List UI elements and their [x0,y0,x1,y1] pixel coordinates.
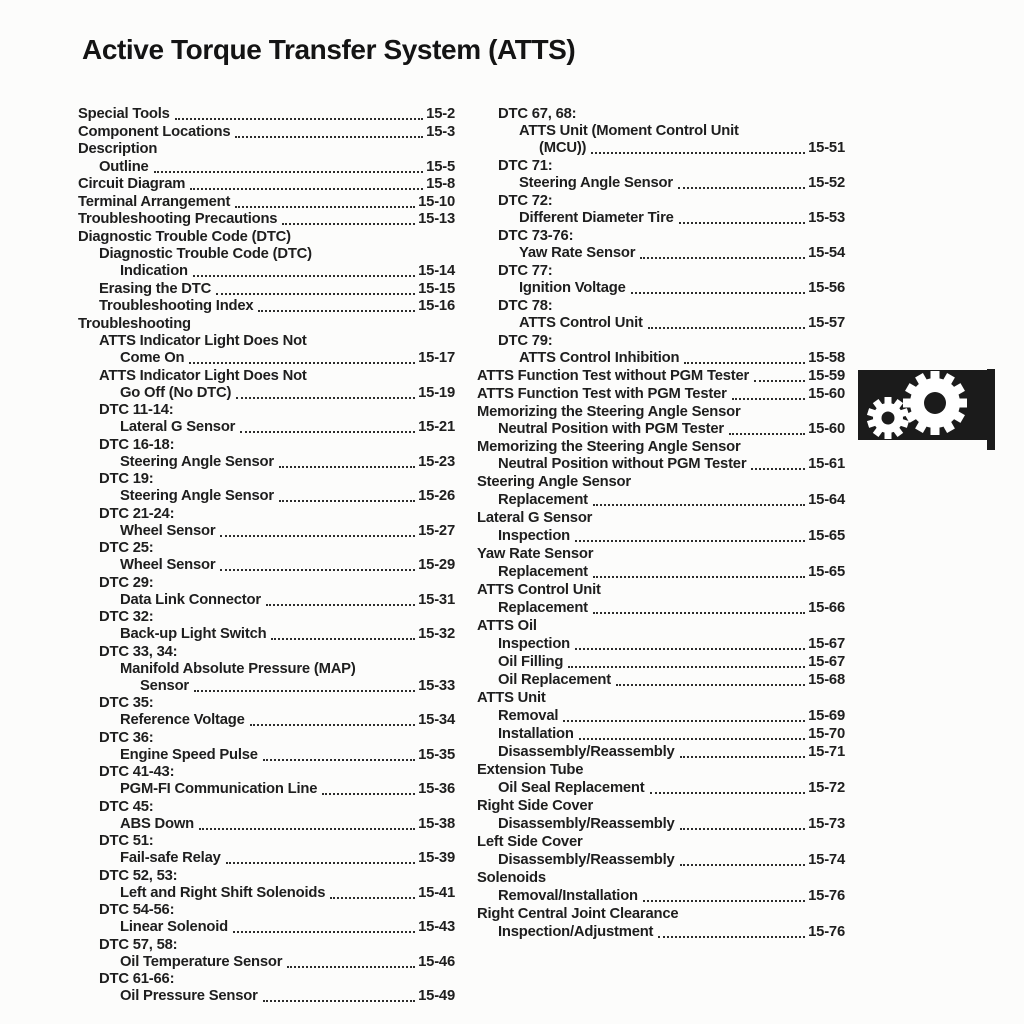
toc-section-header [78,229,455,246]
toc-entry-text: Yaw Rate Sensor [477,546,594,562]
dot-leader [287,966,415,968]
dot-leader [233,931,415,933]
toc-entry [477,386,845,403]
toc-entry-text: DTC 77: [498,263,553,279]
toc-entry-text: Steering Angle Sensor [120,453,274,470]
toc-entry-text: ATTS Function Test with PGM Tester [477,386,727,402]
toc-page-number: 15-53 [808,210,845,226]
toc-entry [477,708,845,725]
toc-page-number: 15-46 [418,953,455,970]
toc-page-number: 15-70 [808,726,845,742]
toc-entry-text: DTC 73-76: [498,228,574,244]
dot-leader [678,187,805,189]
toc-entry-text: Go Off (No DTC) [120,384,232,401]
toc-entry [78,695,455,729]
toc-page-number: 15-17 [418,350,455,366]
dot-leader [258,310,415,312]
toc-entry-text: Neutral Position without PGM Tester [498,456,747,472]
toc-entry [477,228,845,262]
toc-entry [477,744,845,761]
dot-leader [591,152,805,154]
toc-entry-text: Engine Speed Pulse [120,746,258,763]
toc-page-number: 15-41 [418,884,455,901]
toc-entry-text: ATTS Function Test without PGM Tester [477,368,750,384]
toc-section-header [477,762,845,779]
toc-page-number: 15-65 [808,564,845,580]
toc-entry-text: Neutral Position with PGM Tester [498,421,724,437]
toc-entry [78,609,455,643]
toc-entry-text: Steering Angle Sensor [477,474,631,490]
dot-leader [220,569,415,571]
toc-page-number: 15-8 [426,176,455,192]
toc-section-header [477,870,845,887]
dot-leader [648,327,805,329]
toc-entry [78,506,455,540]
toc-entry [78,764,455,798]
toc-entry-text: Linear Solenoid [120,919,228,935]
toc-entry [477,564,845,581]
toc-entry-text: Left and Right Shift Solenoids [120,884,326,901]
toc-entry-text: ATTS Control Inhibition [519,350,680,366]
toc-entry [78,333,455,367]
toc-entry-text: Oil Filling [498,654,564,670]
toc-page-number: 15-76 [808,888,845,904]
toc-page-number: 15-5 [426,158,455,175]
toc-page-number: 15-61 [808,456,845,472]
toc-page-number: 15-60 [808,421,845,437]
dot-leader [680,828,806,830]
toc-page-number: 15-65 [808,528,845,544]
toc-entry-text: Steering Angle Sensor [519,175,673,191]
dot-leader [680,756,806,758]
toc-page-number: 15-2 [426,106,455,122]
toc-page-number: 15-32 [418,626,455,642]
toc-entry [78,799,455,833]
toc-entry-text: Right Side Cover [477,798,594,814]
toc-entry [477,600,845,617]
toc-page-number: 15-35 [418,746,455,763]
toc-page-number: 15-72 [808,780,845,796]
dot-leader [593,504,805,506]
dot-leader [235,206,415,208]
toc-entry [78,833,455,867]
toc-page-number: 15-67 [808,636,845,652]
toc-entry-text: ATTS Oil [477,618,537,634]
toc-entry-text: Removal [498,708,559,724]
toc-page-number: 15-58 [808,350,845,366]
toc-entry-text: Erasing the DTC [99,280,212,297]
dot-leader [240,431,415,433]
dot-leader [220,535,415,537]
toc-entry-text: Oil Seal Replacement [498,780,645,796]
dot-leader [235,136,423,138]
dot-leader [266,604,415,606]
dot-leader [279,466,415,468]
toc-section-header [477,474,845,491]
toc-entry [78,575,455,609]
toc-entry-text: Reference Voltage [120,712,245,728]
dot-leader [643,900,805,902]
toc-section-header [477,582,845,599]
toc-entry-text: PGM-FI Communication Line [120,781,318,797]
toc-entry-text: DTC 29: [99,574,154,591]
toc-entry-text: DTC 16-18: [99,436,175,453]
toc-entry [477,439,845,473]
toc-page-number: 15-49 [418,988,455,1004]
dot-leader [575,540,805,542]
toc-entry [78,176,455,193]
toc-entry-text: Replacement [498,492,588,508]
toc-entry-text: Troubleshooting Precautions [78,211,278,227]
toc-page-number: 15-43 [418,919,455,935]
dot-leader [732,398,805,400]
toc-entry-text: Indication [120,263,188,279]
dot-leader [631,292,805,294]
toc-entry-text: Different Diameter Tire [519,210,674,226]
toc-entry-text: DTC 57, 58: [99,936,178,953]
toc-entry-text: Back-up Light Switch [120,626,267,642]
toc-entry-text: DTC 78: [498,298,553,314]
toc-entry-text: ATTS Control Unit [519,315,643,331]
dot-leader [175,118,423,120]
toc-page-number: 15-56 [808,280,845,296]
toc-entry [78,402,455,436]
toc-entry [78,194,455,211]
toc-entry-text: Wheel Sensor [120,522,216,539]
toc-entry [78,159,455,176]
toc-entry-text: Solenoids [477,870,546,886]
toc-entry [78,868,455,902]
toc-entry-text: DTC 32: [99,609,154,625]
toc-page-number: 15-52 [808,175,845,191]
toc-entry [477,654,845,671]
page-title: Active Torque Transfer System (ATTS) [82,34,576,65]
toc-entry-text: Special Tools [78,106,170,122]
toc-page-number: 15-26 [418,488,455,504]
toc-entry-text: ATTS Indicator Light Does Not [99,333,307,349]
toc-page-number: 15-66 [808,600,845,616]
toc-entry [477,263,845,297]
toc-entry [477,528,845,545]
dot-leader [279,500,415,502]
toc-page-number: 15-74 [808,852,845,868]
toc-section-header [477,546,845,563]
toc-entry-text: Disassembly/Reassembly [498,744,675,760]
toc-entry [78,437,455,471]
toc-entry [477,636,845,653]
dot-leader [684,362,805,364]
toc-page-number: 15-36 [418,781,455,797]
dot-leader [193,275,415,277]
toc-section-header [477,510,845,527]
toc-entry-text: DTC 71: [498,158,553,174]
toc-column-right [477,106,845,942]
toc-page-number: 15-27 [418,522,455,539]
toc-entry [477,672,845,689]
dot-leader [154,171,424,173]
toc-entry [477,193,845,227]
toc-entry-text: Fail-safe Relay [120,850,221,866]
dot-leader [575,648,805,650]
toc-entry-text: DTC 19: [99,471,154,487]
toc-page-number: 15-15 [418,280,455,297]
toc-entry-text: Disassembly/Reassembly [498,816,675,832]
toc-page-number: 15-67 [808,654,845,670]
toc-entry [78,298,455,315]
toc-entry [477,333,845,367]
dot-leader [729,433,805,435]
toc-page-number: 15-57 [808,315,845,331]
dot-leader [616,684,805,686]
dot-leader [263,1000,415,1002]
toc-entry-text: Disassembly/Reassembly [498,852,675,868]
toc-entry-text: Oil Replacement [498,672,611,688]
toc-entry [477,106,845,157]
toc-entry-text: Steering Angle Sensor [120,488,274,504]
dot-leader [190,188,423,190]
gears-icon [854,364,1004,456]
toc-entry-text: Diagnostic Trouble Code (DTC) [78,228,291,245]
toc-entry [78,124,455,141]
dot-leader [322,793,415,795]
toc-entry-text: ATTS Unit [477,690,546,706]
toc-entry-text: Sensor [140,677,189,694]
toc-entry [78,211,455,228]
dot-leader [199,828,415,830]
toc-entry-text: DTC 21-24: [99,505,175,522]
toc-entry-text: DTC 41-43: [99,764,175,780]
dot-leader [754,380,805,382]
toc-page-number: 15-60 [808,386,845,402]
toc-entry [477,816,845,833]
toc-entry-text: Installation [498,726,574,742]
toc-entry [477,404,845,438]
toc-entry [78,937,455,971]
toc-page-number: 15-33 [418,677,455,694]
dot-leader [216,293,415,295]
dot-leader [563,720,805,722]
toc-entry-text: Extension Tube [477,762,584,778]
toc-entry-text: Replacement [498,564,588,580]
toc-entry [78,644,455,695]
dot-leader [250,724,416,726]
toc-page-number: 15-38 [418,815,455,832]
toc-entry [477,888,845,905]
toc-page-number: 15-69 [808,708,845,724]
toc-entry-text: Oil Pressure Sensor [120,988,258,1004]
toc-entry-text: Come On [120,350,185,366]
toc-section-header [78,316,455,333]
toc-page-number: 15-10 [418,193,455,210]
toc-entry [78,540,455,574]
toc-page-number: 15-29 [418,557,455,573]
toc-entry [78,902,455,936]
toc-page-number: 15-34 [418,712,455,728]
toc-entry [477,298,845,332]
toc-page-number: 15-14 [418,263,455,279]
toc-entry [78,971,455,1005]
dot-leader [194,690,415,692]
toc-entry [78,246,455,280]
toc-page-number: 15-16 [418,298,455,314]
toc-column-left [78,106,455,1006]
dot-leader [263,759,415,761]
toc-page-number: 15-13 [418,211,455,227]
toc-page-number: 15-21 [418,419,455,435]
toc-section-header [477,690,845,707]
toc-entry-text: ATTS Indicator Light Does Not [99,367,307,384]
toc-entry-text: Yaw Rate Sensor [519,245,636,261]
toc-entry [477,158,845,192]
toc-entry [477,368,845,385]
dot-leader [650,792,806,794]
toc-section-header [477,618,845,635]
dot-leader [282,223,415,225]
toc-page-number: 15-19 [418,384,455,401]
toc-entry-text: DTC 72: [498,193,553,209]
toc-entry-text: ATTS Unit (Moment Control Unit [519,123,739,139]
dot-leader [593,576,805,578]
toc-page-number: 15-68 [808,672,845,688]
toc-entry-text: DTC 35: [99,695,154,711]
dot-leader [330,897,415,899]
toc-section-header [477,798,845,815]
toc-section-header [477,906,845,923]
toc-page-number: 15-3 [426,123,455,140]
toc-entry [477,780,845,797]
toc-entry-text: DTC 51: [99,833,154,849]
toc-entry-text: DTC 11-14: [99,402,174,418]
toc-entry-text: Removal/Installation [498,888,638,904]
toc-entry-text: Lateral G Sensor [120,419,236,435]
toc-entry-text: Lateral G Sensor [477,510,593,526]
dot-leader [579,738,805,740]
toc-entry [477,924,845,941]
toc-entry-text: Circuit Diagram [78,176,186,192]
toc-entry-text: Left Side Cover [477,834,583,850]
toc-entry-text: Description [78,141,158,157]
toc-entry-text: Oil Temperature Sensor [120,953,283,970]
toc-page-number: 15-73 [808,816,845,832]
toc-page-number: 15-39 [418,850,455,866]
toc-entry-text: DTC 36: [99,729,154,746]
toc-entry-text: DTC 61-66: [99,971,175,987]
dot-leader [236,397,415,399]
toc-entry-text: Outline [99,158,149,175]
toc-entry-text: Inspection [498,636,570,652]
dot-leader [679,222,805,224]
dot-leader [640,257,805,259]
toc-entry-text: Memorizing the Steering Angle Sensor [477,439,741,455]
dot-leader [751,468,805,470]
toc-page-number: 15-76 [808,924,845,940]
toc-entry-text: Terminal Arrangement [78,193,231,210]
dot-leader [680,864,806,866]
toc-entry-text: Troubleshooting Index [99,298,254,314]
toc-page-number: 15-54 [808,245,845,261]
toc-entry-text: Replacement [498,600,588,616]
toc-entry-text: Ignition Voltage [519,280,626,296]
dot-leader [189,362,415,364]
toc-entry-text: Component Locations [78,123,231,140]
toc-entry-text: DTC 45: [99,798,154,815]
toc-entry [477,492,845,509]
toc-entry-text: Troubleshooting [78,315,191,332]
toc-entry [477,852,845,869]
toc-entry [78,106,455,123]
toc-entry-text: DTC 25: [99,540,154,556]
toc-entry-text: DTC 54-56: [99,902,175,918]
toc-entry-text: Manifold Absolute Pressure (MAP) [120,660,356,677]
toc-entry [78,730,455,764]
dot-leader [593,612,805,614]
toc-entry-text: Memorizing the Steering Angle Sensor [477,404,741,420]
toc-entry [477,726,845,743]
toc-entry-text: Wheel Sensor [120,557,216,573]
toc-entry-text: Inspection/Adjustment [498,924,654,940]
toc-entry-text: DTC 79: [498,333,553,349]
dot-leader [568,666,805,668]
toc-page-number: 15-31 [418,591,455,608]
toc-section-header [477,834,845,851]
toc-entry-text: Data Link Connector [120,591,261,608]
toc-page-number: 15-59 [808,368,845,384]
toc-entry-text: Inspection [498,528,570,544]
toc-section-header [78,141,455,158]
toc-entry-text: Right Central Joint Clearance [477,906,679,922]
toc-page-number: 15-51 [808,140,845,156]
dot-leader [226,862,416,864]
toc-page-number: 15-71 [808,744,845,760]
toc-entry-text: Diagnostic Trouble Code (DTC) [99,246,312,262]
toc-entry [78,368,455,402]
toc-entry-text: DTC 33, 34: [99,643,178,660]
toc-entry [78,281,455,298]
toc-entry-text: ABS Down [120,815,195,832]
dot-leader [658,936,805,938]
dot-leader [271,638,415,640]
toc-entry-text: ATTS Control Unit [477,582,601,598]
toc-entry-text: DTC 52, 53: [99,867,178,884]
toc-entry [78,471,455,505]
toc-page-number: 15-23 [418,453,455,470]
toc-entry-text: DTC 67, 68: [498,106,577,122]
toc-page-number: 15-64 [808,492,845,508]
toc-entry-text: (MCU)) [539,140,587,156]
